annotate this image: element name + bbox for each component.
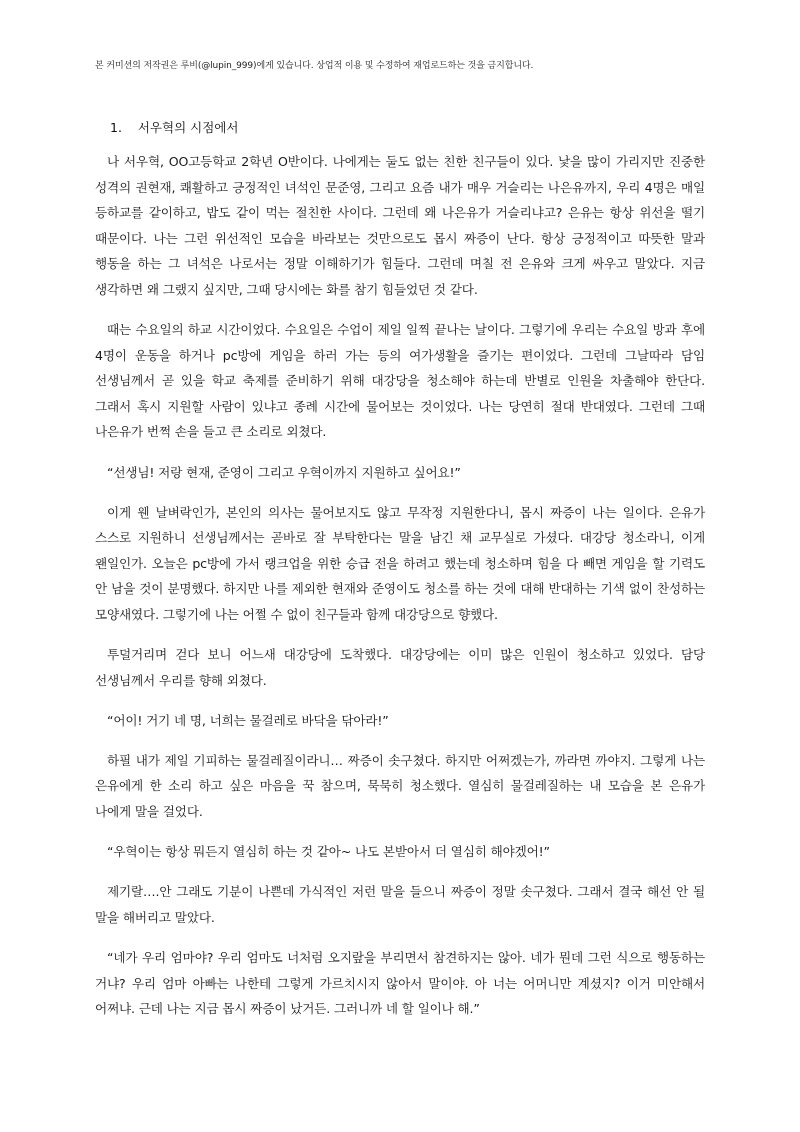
copyright-note: 본 커미션의 저작권은 루비(@lupin_999)에게 있습니다. 상업적 이용 및 수정하여 재업로드하는 것을 금지합니다. — [95, 61, 534, 71]
dialogue-paragraph: “우혁이는 항상 뭐든지 열심히 하는 것 같아~ 나도 본받아서 더 열심히 해야겠어!” — [107, 844, 550, 860]
paragraph: 투덜거리며 걷다 보니 어느새 대강당에 도착했다. 대강당에는 이미 많은 인원이 청소하고 있었다. 담당 선생님께서 우리를 향해 외쳤다. — [95, 647, 705, 688]
dialogue-paragraph: “어이! 거기 네 명, 너희는 물걸레로 바닥을 닦아라!” — [107, 712, 389, 728]
chapter-title: 서우혁의 시점에서 — [137, 120, 239, 135]
paragraph: 제기랄….안 그래도 기분이 나쁜데 가식적인 저런 말을 들으니 짜증이 정말 솟구쳤다. 그래서 결국 해선 안 될 말을 해버리고 말았다. — [95, 884, 705, 925]
paragraph: 때는 수요일의 하교 시간이었다. 수요일은 수업이 제일 일찍 끝나는 날이다. 그렇기에 우리는 수요일 방과 후에 4명이 운동을 하거나 pc방에 게임을 하러 가는 등의 여가생활을 즐기는 편이었다. 그런데 그날따라 담임 선생님께서 곧 있을 학교 축제를 준비하기 위해 대강당을 청소해야 하는데 반별로 인원을 차출해야 한단다. 그래서 혹시 지원할 사람이 있냐고 종례 시간에 물어보는 것이었다. 나는 당연히 절대 반대였다. 그런데 그때 나은유가 번쩍 손을 들고 큰 소리로 외쳤다. — [95, 322, 705, 440]
dialogue-paragraph: “선생님! 저랑 현재, 준영이 그리고 우혁이까지 지원하고 싶어요!” — [107, 464, 461, 480]
body-text — [95, 149, 705, 1036]
paragraph: 나 서우혁, OO고등학교 2학년 O반이다. 나에게는 둘도 없는 친한 친구들이 있다. 낯을 많이 가리지만 진중한 성격의 권현재, 쾌활하고 긍정적인 녀석인 문준영, 그리고 요즘 내가 매우 거슬리는 나은유까지, 우리 4명은 매일 등하교를 같이하고, 밥도 같이 먹는 절친한 사이다. 그런데 왜 나은유가 거슬리냐고? 은유는 항상 위선을 떨기 때문이다. 나는 그런 위선적인 모습을 바라보는 것만으로도 몹시 짜증이 난다. 항상 긍정적이고 따뜻한 말과 행동을 하는 그 녀석은 나로서는 정말 이해하기가 힘들다. 그런데 며칠 전 은유와 크게 싸우고 말았다. 지금 생각하면 왜 그랬지 싶지만, 그때 당시에는 화를 참기 힘들었던 것 같다. — [95, 154, 705, 297]
dialogue-paragraph: “네가 우리 엄마야? 우리 엄마도 너처럼 오지랖을 부리면서 참견하지는 않아. 네가 뭔데 그런 식으로 행동하는 거냐? 우리 엄마 아빠는 나한테 그렇게 가르치시지 않아서 말이야. 아 너는 어머니만 계셨지? 이거 미안해서 어쩌냐. 근데 나는 지금 몹시 짜증이 났거든. 그러니까 네 할 일이나 해.” — [95, 949, 705, 1017]
chapter-number: 1. — [110, 120, 122, 135]
chapter-heading — [110, 118, 238, 136]
paragraph: 하필 내가 제일 기피하는 물걸레질이라니… 짜증이 솟구쳤다. 하지만 어쩌겠는가, 까라면 까야지. 그렇게 나는 은유에게 한 소리 하고 싶은 마음을 꾹 참으며, 묵묵히 청소했다. 열심히 물걸레질하는 내 모습을 본 은유가 나에게 말을 걸었다. — [95, 752, 705, 820]
paragraph: 이게 웬 날벼락인가, 본인의 의사는 물어보지도 않고 무작정 지원한다니, 몹시 짜증이 나는 일이다. 은유가 스스로 지원하니 선생님께서는 곧바로 잘 부탁한다는 말을 남긴 채 교무실로 가셨다. 대강당 청소라니, 이게 왠일인가. 오늘은 pc방에 가서 랭크업을 위한 승급 전을 하려고 했는데 청소하며 힘을 다 빼면 게임을 할 기력도 안 남을 것이 분명했다. 하지만 나를 제외한 현재와 준영이도 청소를 하는 것에 대해 반대하는 기색 없이 찬성하는 모양새였다. 그렇기에 나는 어쩔 수 없이 친구들과 함께 대강당으로 향했다. — [95, 504, 705, 622]
